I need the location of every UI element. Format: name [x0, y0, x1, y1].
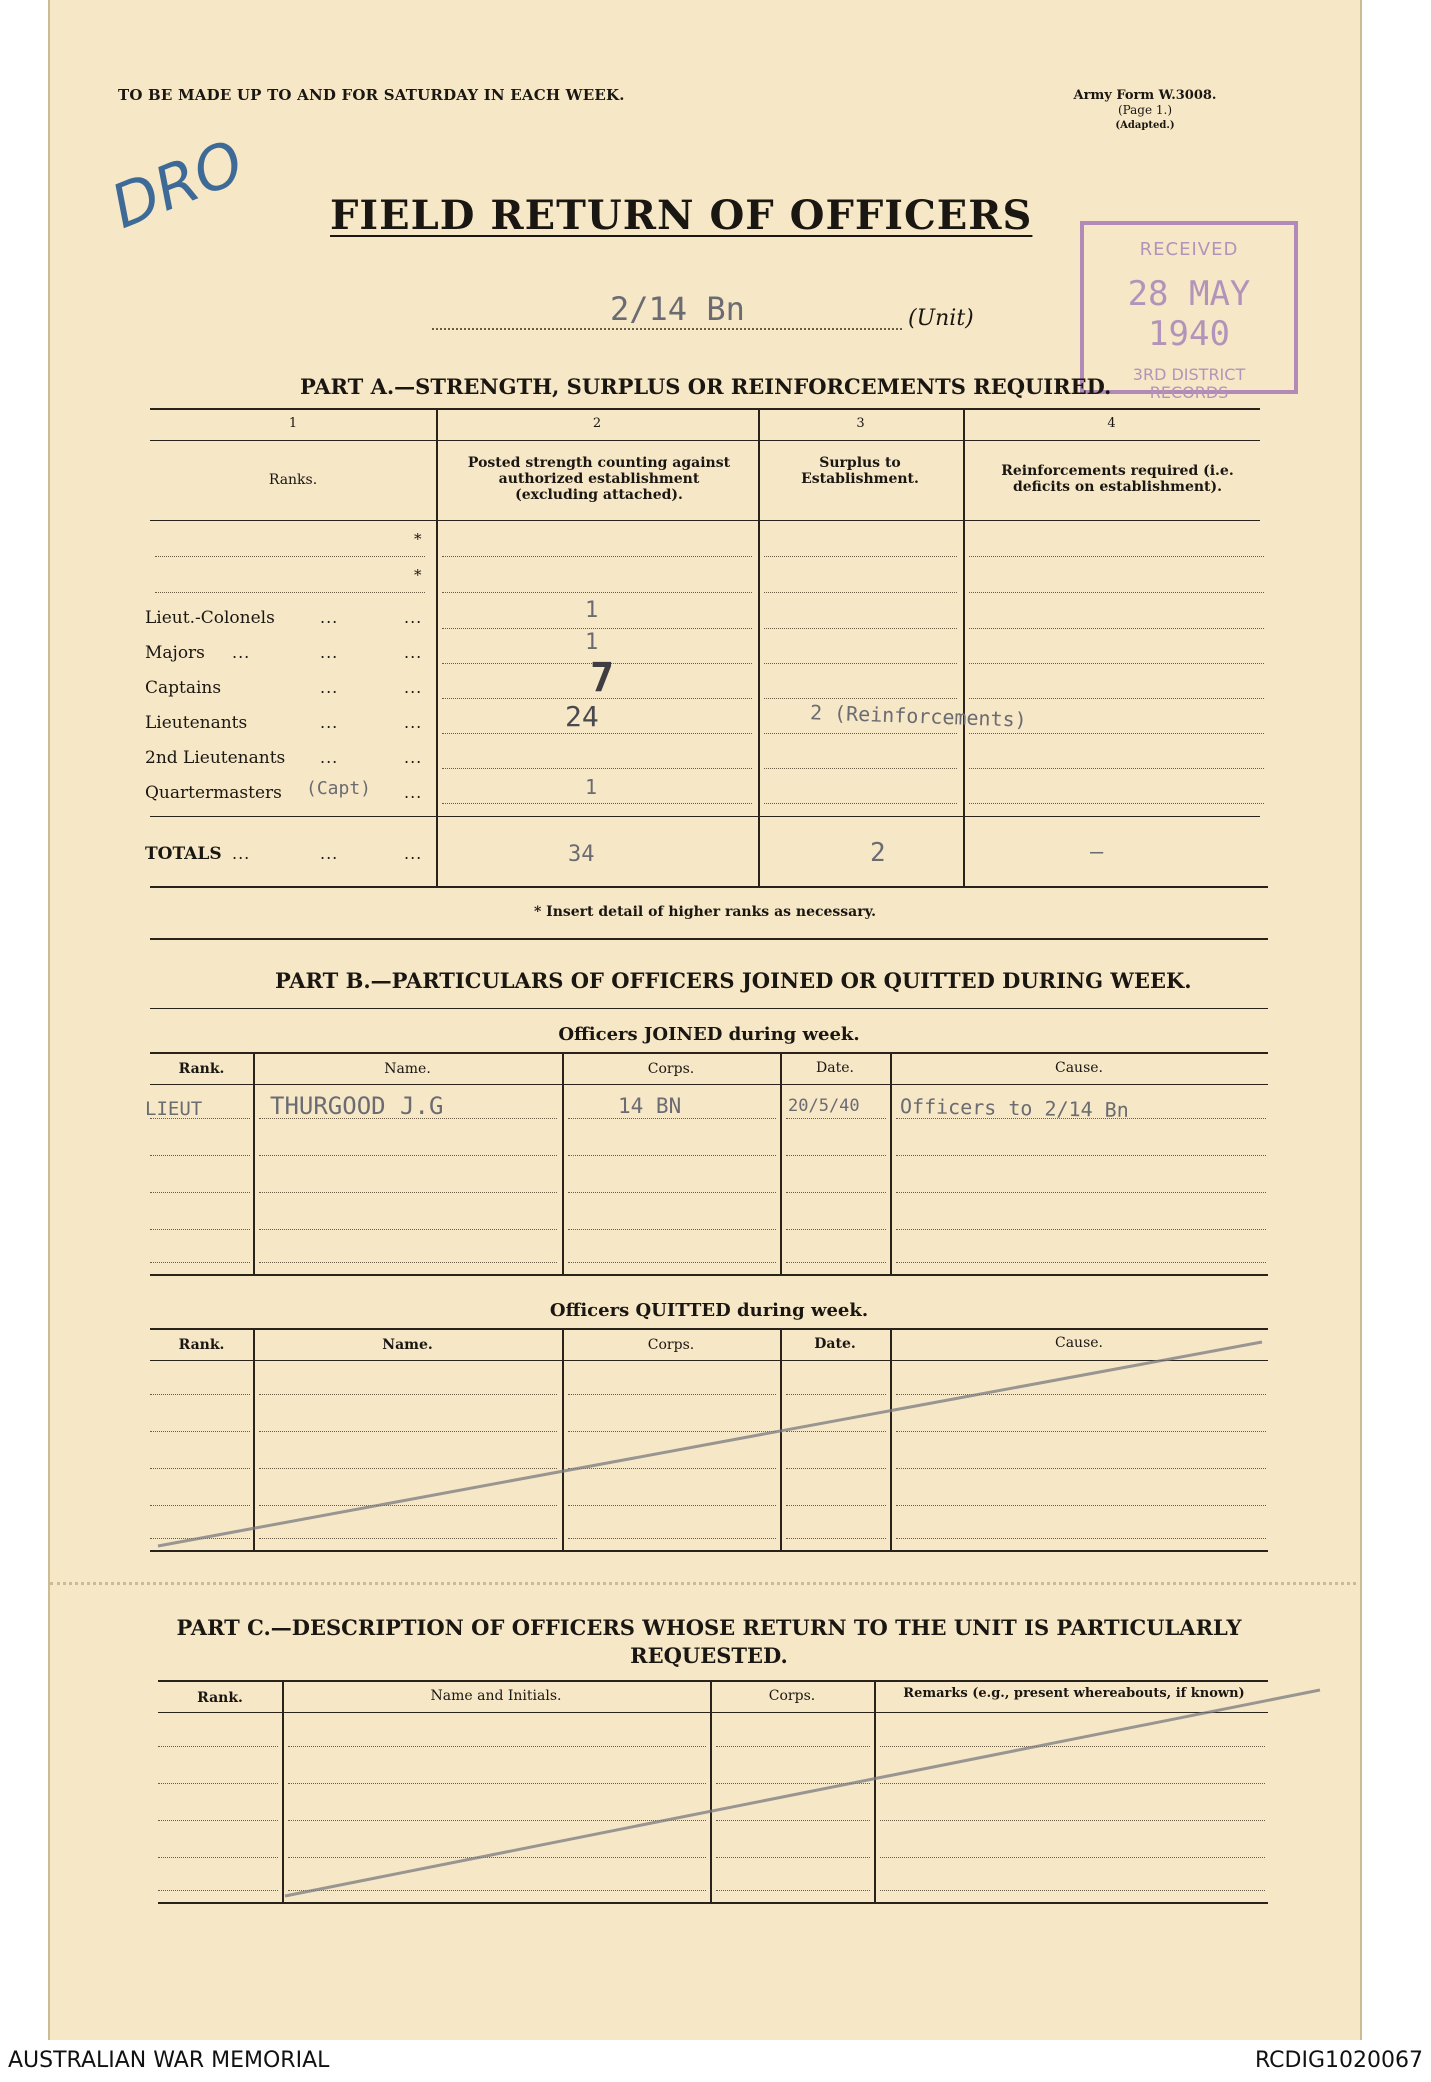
ellipsis: ...	[404, 844, 423, 863]
ellipsis: ...	[404, 678, 423, 697]
surplus-lieutenants: 2 (Reinforcements)	[809, 700, 1028, 732]
quitted-title: Officers QUITTED during week.	[549, 1300, 869, 1321]
joined-date: 20/5/40	[788, 1096, 860, 1116]
joined-col-rank: Rank.	[178, 1061, 225, 1077]
page-title: FIELD RETURN OF OFFICERS	[330, 192, 1033, 239]
rank-2nd-lieutenants: 2nd Lieutenants	[145, 748, 286, 768]
unit-value: 2/14 Bn	[610, 290, 745, 328]
header-posted-strength: Posted strength counting against authorized establishment (excluding attached).	[467, 455, 731, 503]
stamp-date: 28 MAY 1940	[1127, 274, 1251, 354]
form-adapted: (Adapted.)	[1115, 120, 1175, 131]
totals-surplus: 2	[870, 838, 886, 868]
ellipsis: ...	[320, 643, 339, 662]
handwritten-dro: DRO	[101, 127, 254, 243]
ellipsis: ...	[404, 783, 423, 802]
footer-id: RCDIG1020067	[1254, 2048, 1423, 2073]
header-ranks: Ranks.	[268, 472, 318, 488]
ellipsis: ...	[320, 748, 339, 767]
rank-lieut-colonels: Lieut.-Colonels	[145, 608, 275, 628]
header-reinforcements: Reinforcements required (i.e. deficits on establishment).	[1001, 463, 1234, 495]
joined-rank: LIEUT	[145, 1098, 203, 1120]
posted-lieutenants: 24	[565, 700, 599, 733]
joined-cause: Officers to 2/14 Bn	[899, 1094, 1129, 1122]
ellipsis: ...	[404, 748, 423, 767]
posted-quartermasters: 1	[585, 775, 598, 799]
rank-lieutenants: Lieutenants	[145, 713, 248, 733]
col-number-3: 3	[856, 416, 865, 431]
ellipsis: ...	[404, 643, 423, 662]
posted-majors: 1	[585, 630, 599, 655]
part-a-title: PART A.—STRENGTH, SURPLUS OR REINFORCEMENTS REQUIRED.	[300, 374, 1112, 399]
partc-col-name: Name and Initials.	[430, 1688, 562, 1704]
header-surplus: Surplus to Establishment.	[801, 455, 919, 487]
ellipsis: ...	[320, 608, 339, 627]
part-b-title: PART B.—PARTICULARS OF OFFICERS JOINED OR QUITTED DURING WEEK.	[275, 968, 1192, 993]
col-number-2: 2	[592, 416, 602, 431]
stamp-district: 3RD DISTRICT	[1132, 365, 1246, 384]
rank-captains: Captains	[145, 678, 222, 698]
joined-col-cause: Cause.	[1055, 1060, 1103, 1076]
footer-institution: AUSTRALIAN WAR MEMORIAL	[8, 2048, 330, 2073]
ellipsis: ...	[320, 844, 339, 863]
ellipsis: ...	[232, 844, 251, 863]
rank-majors: Majors	[145, 643, 205, 663]
joined-name: THURGOOD J.G	[270, 1092, 444, 1120]
ellipsis: ...	[232, 643, 251, 662]
partc-col-rank: Rank.	[197, 1690, 243, 1706]
totals-reinforcements: —	[1090, 840, 1104, 865]
blank-row-mark-2: *	[414, 566, 422, 584]
joined-col-date: Date.	[816, 1060, 854, 1076]
unit-label: (Unit)	[908, 306, 974, 331]
joined-col-name: Name.	[384, 1061, 431, 1077]
form-page: (Page 1.)	[1117, 103, 1173, 117]
posted-captains: 7	[590, 655, 615, 701]
ellipsis: ...	[404, 608, 423, 627]
posted-lieut-colonels: 1	[585, 598, 599, 623]
col-number-4: 4	[1107, 416, 1116, 431]
quitted-col-corps: Corps.	[647, 1337, 695, 1353]
stamp-received: RECEIVED	[1139, 239, 1239, 260]
ellipsis: ...	[320, 713, 339, 732]
ellipsis: ...	[404, 713, 423, 732]
stamp-records: RECORDS	[1149, 383, 1229, 402]
totals-posted: 34	[568, 842, 595, 867]
partc-col-corps: Corps.	[768, 1688, 816, 1704]
quitted-col-rank: Rank.	[178, 1337, 225, 1353]
blank-row-mark-1: *	[414, 530, 422, 548]
partc-col-remarks: Remarks (e.g., present whereabouts, if known)	[903, 1686, 1245, 1701]
footnote: * Insert detail of higher ranks as necessary.	[533, 904, 877, 920]
form-name: Army Form W.3008.	[1073, 88, 1217, 103]
part-c-title: PART C.—DESCRIPTION OF OFFICERS WHOSE RETURN TO THE UNIT IS PARTICULARLY REQUESTED.	[176, 1615, 1242, 1668]
quitted-col-name: Name.	[382, 1337, 433, 1353]
rank-quartermasters: Quartermasters	[145, 783, 282, 803]
quitted-col-cause: Cause.	[1055, 1335, 1103, 1351]
ellipsis: ...	[320, 678, 339, 697]
totals-label: TOTALS	[145, 844, 222, 864]
joined-title: Officers JOINED during week.	[558, 1024, 860, 1045]
joined-col-corps: Corps.	[647, 1061, 695, 1077]
quitted-col-date: Date.	[814, 1336, 856, 1352]
col-number-1: 1	[288, 416, 298, 431]
qm-note: (Capt)	[306, 778, 372, 799]
joined-corps: 14 BN	[618, 1094, 682, 1118]
instruction-text: TO BE MADE UP TO AND FOR SATURDAY IN EACH WEEK.	[118, 86, 625, 104]
